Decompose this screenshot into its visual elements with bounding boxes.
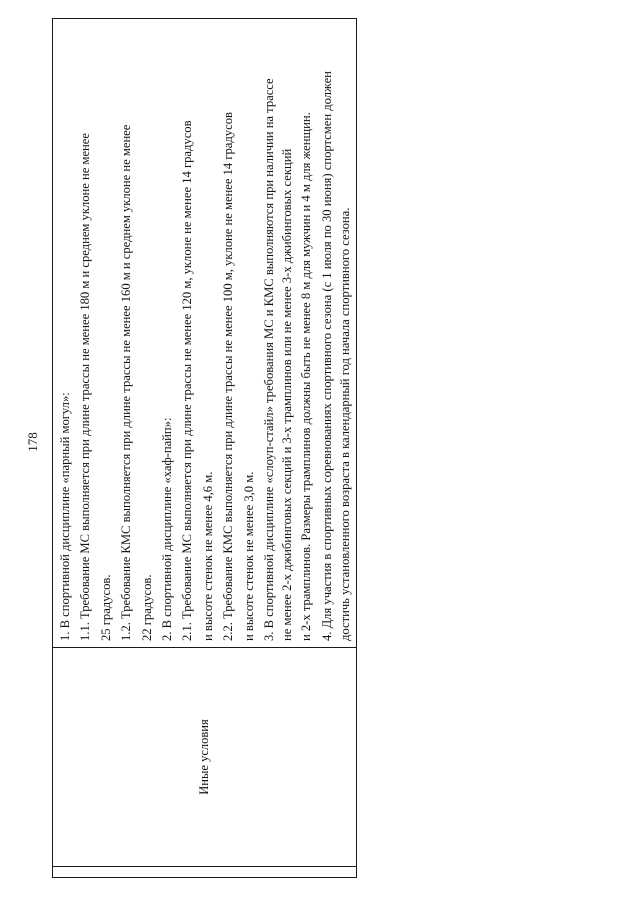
- text-line: 25 градусов.: [98, 574, 113, 641]
- text-line: 3. В спортивной дисциплине «слоуп-стайл» требования МС и КМС выполняются при наличии на трассе: [262, 78, 277, 641]
- page-number: 178: [25, 432, 40, 452]
- text-line: 22 градусов.: [139, 574, 154, 641]
- table-body-cell: [53, 19, 357, 648]
- text-line: 2. В спортивной дисциплине «хаф-пайп»:: [160, 417, 175, 641]
- table-empty-column: [53, 867, 357, 878]
- text-line: не менее 2-х джибинговых секций и 3-х трамплинов или не менее 3-х джибинговых секций: [280, 148, 295, 641]
- table-row: [53, 19, 357, 878]
- text-line: 1.1. Требование МС выполняется при длине трассы не менее 180 м и среднем уклоне не менее: [78, 133, 93, 641]
- text-line: 4. Для участия в спортивных соревнованиях спортивного сезона (с 1 июля по 30 июня) спортсмен должен: [319, 71, 334, 641]
- label-text: Иные условия: [197, 719, 212, 795]
- text-line: и 2-х трамплинов. Размеры трамплинов должны быть не менее 8 м для мужчин и 4 м для женщин.: [299, 112, 314, 641]
- rotated-table-container: [52, 18, 353, 878]
- text-line: и высоте стенок не менее 3,0 м.: [241, 471, 256, 641]
- conditions-table: [52, 18, 357, 878]
- text-line: 1.2. Требование КМС выполняется при длине трассы не менее 160 м и среднем уклоне не менее: [119, 124, 134, 641]
- text-line: достичь установленного возраста в календарный год начала спортивного сезона.: [338, 207, 353, 641]
- table-label-cell: [53, 648, 357, 867]
- text-line: 2.1. Требование МС выполняется при длине трассы не менее 120 м, уклоне не менее 14 градусов: [180, 120, 195, 641]
- text-line: и высоте стенок не менее 4,6 м.: [200, 471, 215, 641]
- text-line: 2.2. Требование КМС выполняется при длине трассы не менее 100 м, уклоне не менее 14 градусов: [221, 112, 236, 641]
- text-line: 1. В спортивной дисциплине «парный могул»:: [58, 392, 72, 641]
